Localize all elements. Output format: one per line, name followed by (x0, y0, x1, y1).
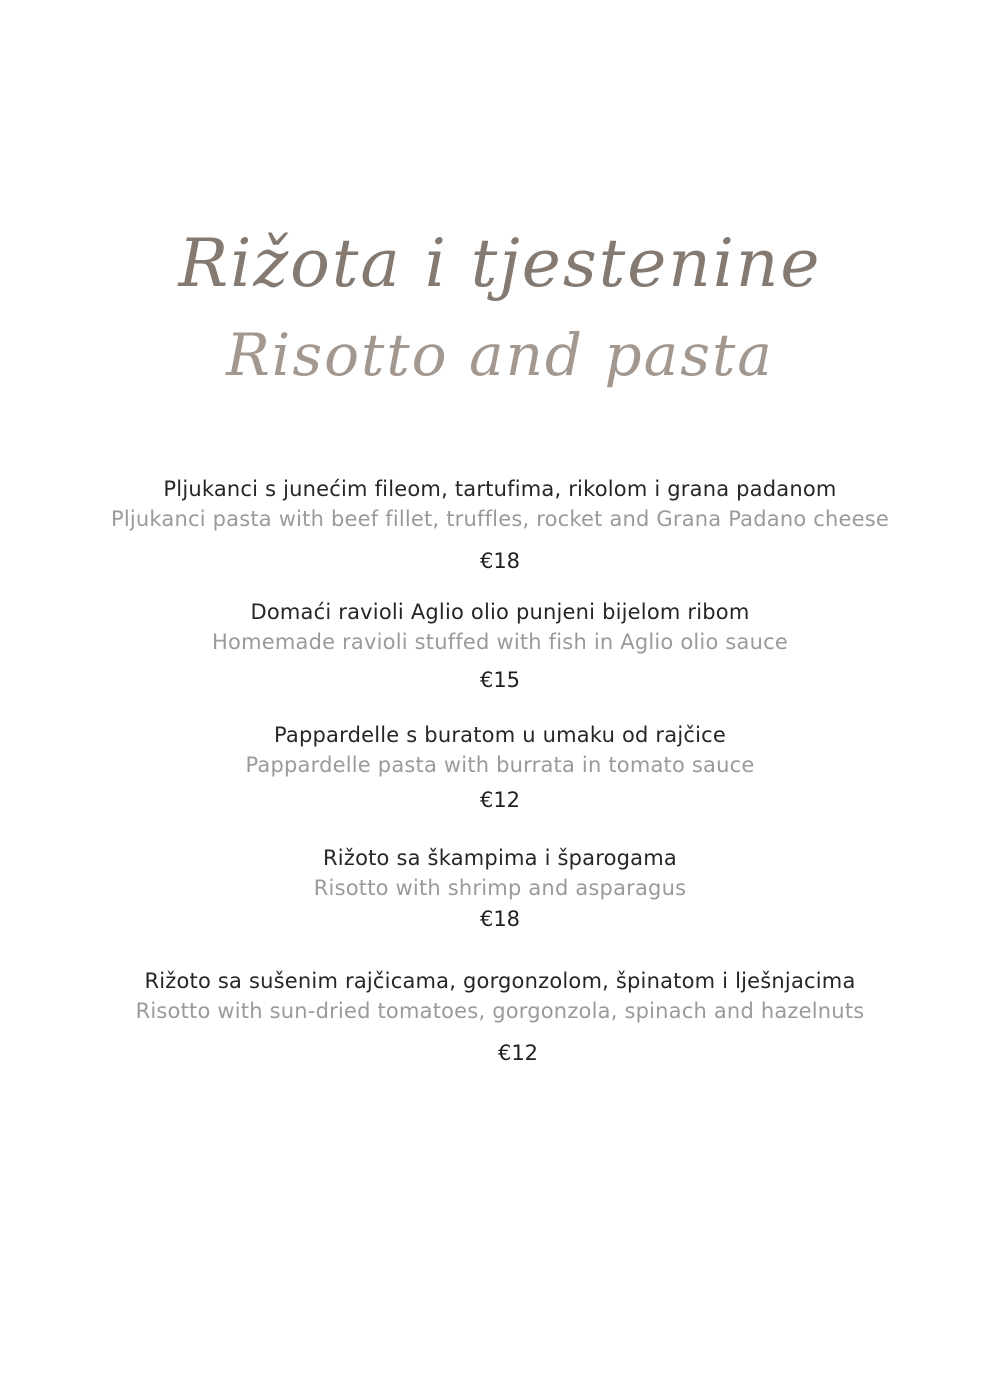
item-price: €12 (497, 1041, 539, 1065)
item-price: €12 (479, 788, 521, 812)
item-name-english: Pappardelle pasta with burrata in tomato sauce (245, 753, 755, 777)
item-name-croatian: Rižoto sa sušenim rajčicama, gorgonzolom, špinatom i lješnjacima (144, 969, 856, 993)
item-name-english: Homemade ravioli stuffed with fish in Aglio olio sauce (212, 630, 788, 654)
item-name-croatian: Pljukanci s junećim fileom, tartufima, rikolom i grana padanom (163, 477, 837, 501)
menu-subtitle: Risotto and pasta (226, 321, 774, 389)
menu-item (0, 720, 1000, 780)
menu-item (0, 597, 1000, 657)
item-price: €18 (479, 549, 521, 573)
item-name-english: Pljukanci pasta with beef fillet, truffles, rocket and Grana Padano cheese (110, 507, 890, 531)
item-name-croatian: Domaći ravioli Aglio olio punjeni bijelom ribom (250, 600, 750, 624)
item-name-croatian: Pappardelle s buratom u umaku od rajčice (273, 723, 727, 747)
menu-item (0, 843, 1000, 903)
menu-title: Rižota i tjestenine (178, 225, 822, 302)
menu-item (0, 474, 1000, 534)
item-name-croatian: Rižoto sa škampima i šparogama (323, 846, 677, 870)
menu-item (0, 966, 1000, 1026)
item-price: €15 (479, 668, 521, 692)
item-name-english: Risotto with sun-dried tomatoes, gorgonzola, spinach and hazelnuts (135, 999, 865, 1023)
item-price: €18 (479, 907, 521, 931)
item-name-english: Risotto with shrimp and asparagus (313, 876, 687, 900)
